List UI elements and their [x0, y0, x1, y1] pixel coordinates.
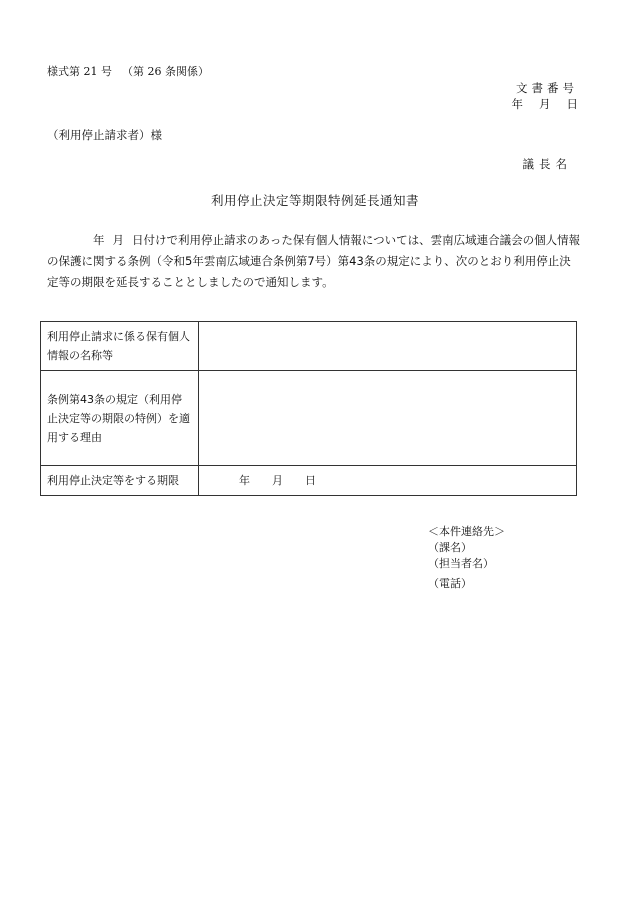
row-value-reason[interactable] [199, 371, 577, 466]
row-label-deadline: 利用停止決定等をする期限 [41, 466, 199, 496]
notice-body [47, 230, 581, 293]
form-number [47, 63, 209, 79]
issue-date [496, 96, 579, 112]
body-month: 月 [112, 233, 124, 247]
form-article-text: （第 26 条関係） [122, 65, 209, 78]
row-value-deadline[interactable] [199, 466, 577, 496]
sender-name: 議長名 [522, 157, 572, 171]
contact-heading: ＜本件連絡先＞ [428, 525, 505, 538]
document-title: 利用停止決定等期限特例延長通知書 [210, 193, 419, 208]
info-table [40, 321, 577, 496]
table-row [41, 322, 577, 371]
table-row [41, 466, 577, 496]
contact-section: （課名） [428, 541, 472, 554]
contact-phone: （電話） [428, 577, 472, 590]
issue-date-day: 日 [566, 97, 578, 111]
row-label-info-name: 利用停止請求に係る保有個人情報の名称等 [41, 322, 199, 371]
issue-date-month: 月 [539, 97, 551, 111]
document-number-label: 文書番号 [516, 81, 578, 95]
contact-block [428, 524, 505, 592]
row-label-reason: 条例第43条の規定（利用停止決定等の期限の特例）を適用する理由 [41, 371, 199, 466]
row-value-info-name[interactable] [199, 322, 577, 371]
table-row [41, 371, 577, 466]
body-year: 年 [93, 233, 105, 247]
deadline-year: 年 [239, 474, 250, 487]
deadline-month: 月 [272, 474, 283, 487]
body-text: 日付けで利用停止請求のあった保有個人情報については、雲南広域連合議会の個人情報の保護に関する条例（令和5年雲南広域連合条例第7号）第43条の規定により、次のとおり利用停止決定等の期限を延長することとしましたので通知します。 [47, 233, 581, 289]
issue-date-year: 年 [511, 97, 523, 111]
form-number-text: 様式第 21 号 [47, 65, 112, 78]
deadline-day: 日 [305, 474, 316, 487]
contact-person: （担当者名） [428, 557, 494, 570]
addressee: （利用停止請求者）様 [47, 128, 162, 142]
